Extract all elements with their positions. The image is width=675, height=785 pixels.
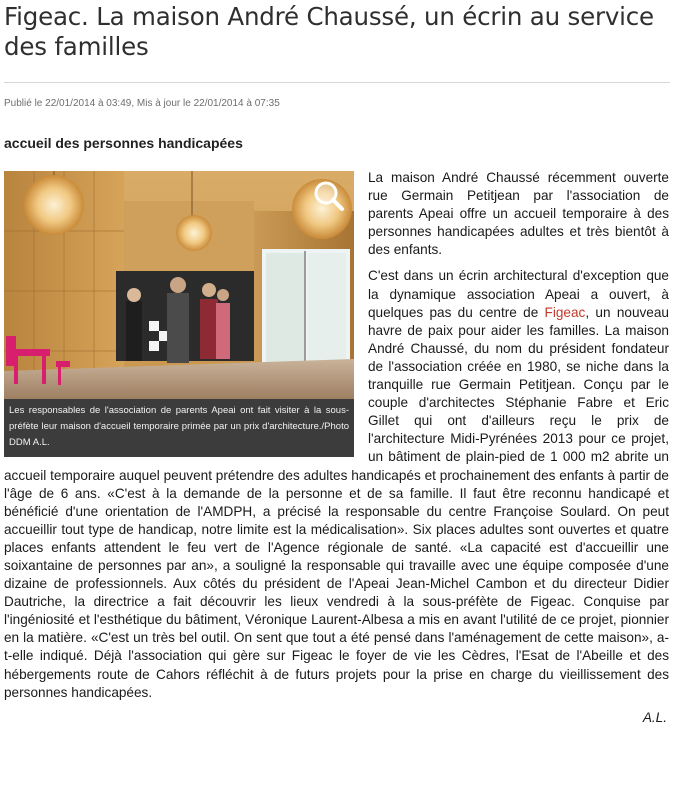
article-container: [4, 0, 669, 725]
publication-meta: Publié le 22/01/2014 à 03:49, Mis à jour le 22/01/2014 à 07:35: [4, 98, 280, 109]
article-photo[interactable]: [4, 171, 354, 399]
paragraph-main-start: C'est dans un écrin architectural d'exception que la dynamique association Apeai a ouvert, à quelques pas du centre de: [368, 268, 669, 320]
author-signature: A.L.: [642, 709, 667, 725]
paragraph-intro: La maison André Chaussé récemment ouverte rue Germain Petitjean par l'association de parents Apeai offre un accueil temporaire à des personnes handicapées adultes et très bientôt à des enfants.: [368, 170, 669, 258]
article-title: Figeac. La maison André Chaussé, un écrin au service des familles: [4, 2, 654, 61]
title-divider: [4, 82, 670, 83]
article-figure: [4, 171, 354, 457]
paragraph-main-rest: , un nouveau havre de paix pour aider les familles. La maison André Chaussé, du nom du président fondateur de l'association créée en 1980, se niche dans la tranquille rue Germain Petitjean. Conçu par le couple d'architectes Stéphanie Fabre et Eric Gillet qui ont d'ailleurs reçu le prix de l'architecture Midi-Pyrénées 2013 pour ce projet, un bâtiment de plain-pied de 1 000 m2 abrite un accueil temporaire auquel peuvent prétendre des adultes handicapés et prochainement des enfants à partir de l'âge de 6 ans. «C'est à la demande de la personne et de sa famille. Il faut être reconnu handicapé et bénéficié d'une orientation de l'AMDPH, a précisé la responsable du centre Françoise Soulard. On peut accueillir tout type de handicap, notre limite est la médicalisation». Six places adultes sont ouvertes et quatre places enfants attendent le feu vert de l'Agence régionale de santé. «La capacité est d'accueillir une soixantaine de personnes par an», a souligné la responsable qui travaille avec une équipe composée d'une dizaine de professionnels. Aux côtés du président de l'Apeai Jean-Michel Cambon et du directeur Didier Dautriche, la directrice a fait découvrir les lieux vendredi à la sous-préfète de Figeac. Conquise par l'ingéniosité et l'esthétique du bâtiment, Véronique Laurent-Albesa a mis en avant l'utilité de ce projet, pionnier en la matière. «C'est un très bel outil. On sent que tout a été pensé dans l'aménagement de cette maison», a-t-elle indiqué. Déjà l'association qui gère sur Figeac le foyer de vie les Cèdres, l'Esat de l'Abeille et des hébergements route de Cahors réfléchit à de futurs projets pour la prise en charge du vieillissement des personnes handicapées.: [4, 304, 669, 700]
photo-caption: Les responsables de l'association de parents Apeai ont fait visiter à la sous-préfète leur maison d'accueil temporaire primée par un prix d'architecture./Photo DDM A.L.: [4, 399, 354, 457]
article-subtitle: accueil des personnes handicapées: [4, 135, 243, 151]
article-body: [4, 169, 669, 725]
figeac-link[interactable]: Figeac: [544, 304, 586, 320]
